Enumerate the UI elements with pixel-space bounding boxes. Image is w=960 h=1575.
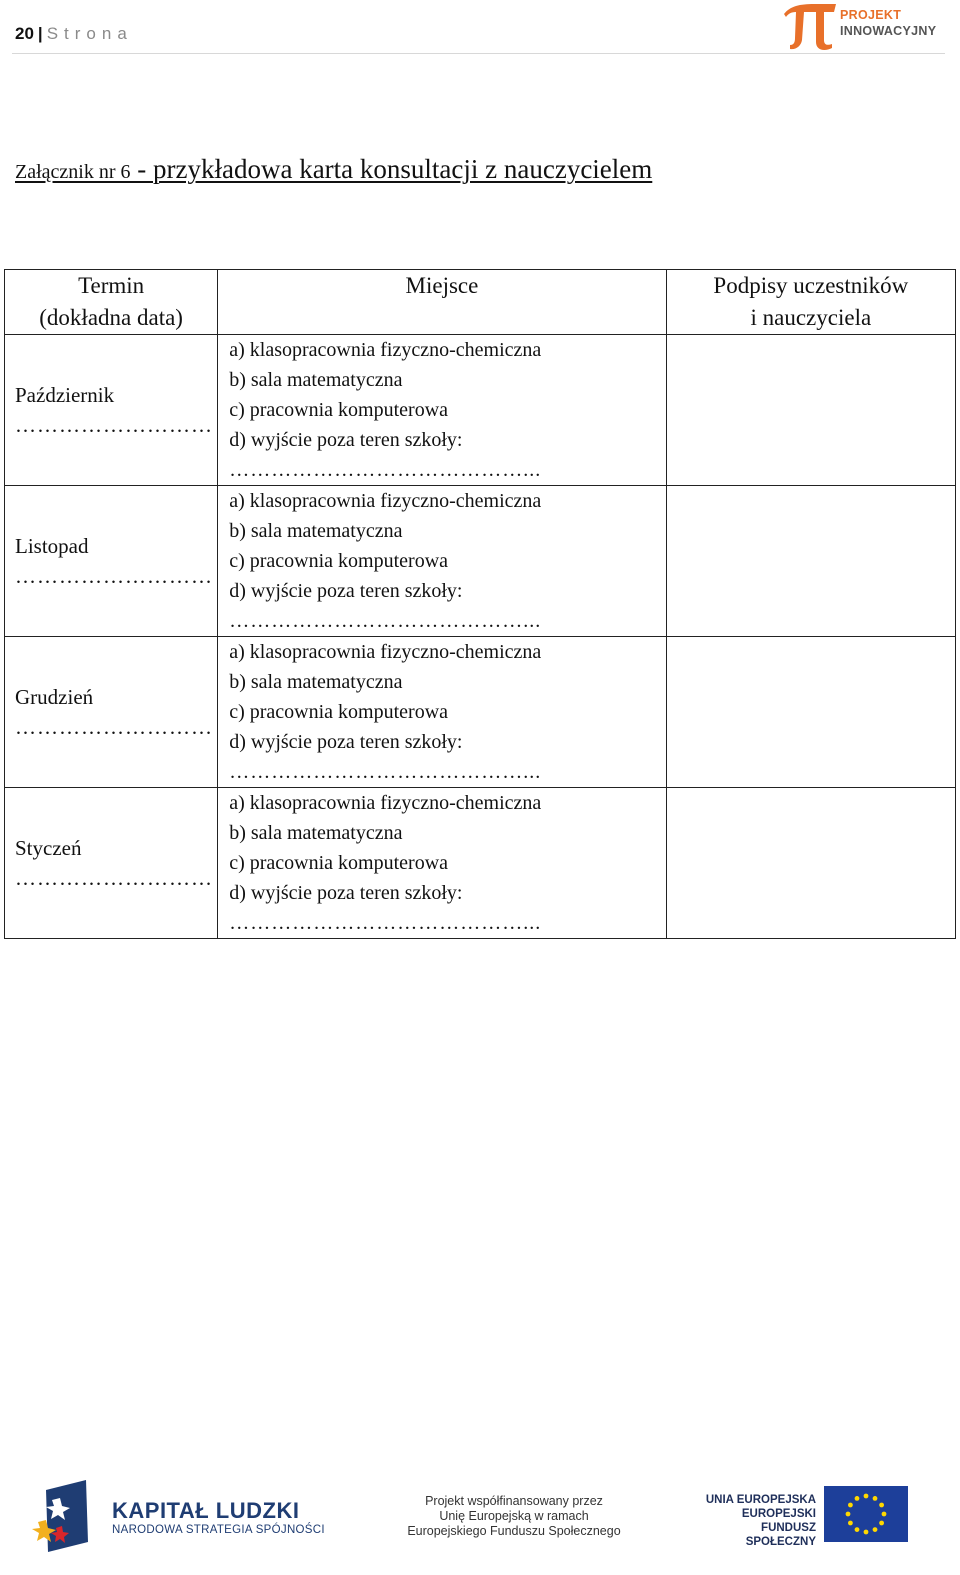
- place-option: c) pracownia komputerowa: [229, 701, 449, 723]
- term-cell: [5, 637, 218, 788]
- table-row: [5, 486, 956, 637]
- date-fill-line[interactable]: ………………………: [15, 715, 213, 739]
- signature-cell[interactable]: [666, 486, 955, 637]
- place-option: c) pracownia komputerowa: [229, 399, 449, 421]
- logo-line1: PROJEKT: [840, 8, 902, 22]
- place-fill-line[interactable]: ……………………………………...: [229, 761, 542, 783]
- place-option: d) wyjście poza teren szkoły:: [229, 429, 463, 451]
- place-option: d) wyjście poza teren szkoły:: [229, 882, 463, 904]
- signature-cell[interactable]: [666, 637, 955, 788]
- page-header: [15, 24, 133, 44]
- date-fill-line[interactable]: ………………………: [15, 413, 213, 437]
- eu-line2: EUROPEJSKI: [741, 1508, 816, 1520]
- place-option: a) klasopracownia fizyczno-chemiczna: [229, 792, 542, 814]
- kapital-ludzki-subtitle: NARODOWA STRATEGIA SPÓJNOŚCI: [112, 1524, 325, 1536]
- header-sign-line2: i nauczyciela: [750, 305, 872, 330]
- date-fill-line[interactable]: ………………………: [15, 866, 213, 890]
- term-cell: [5, 486, 218, 637]
- place-fill-line[interactable]: ……………………………………...: [229, 912, 542, 934]
- table-row: [5, 637, 956, 788]
- place-option: c) pracownia komputerowa: [229, 852, 449, 874]
- place-option: b) sala matematyczna: [229, 520, 403, 542]
- cofinancing-line2: Unię Europejską w ramach: [439, 1509, 589, 1523]
- place-option: d) wyjście poza teren szkoły:: [229, 731, 463, 753]
- term-month: Styczeń: [15, 836, 82, 860]
- title-dash: -: [130, 154, 153, 184]
- place-cell: [218, 486, 666, 637]
- place-option: b) sala matematyczna: [229, 369, 403, 391]
- cofinancing-line1: Projekt współfinansowany przez: [425, 1494, 603, 1508]
- eu-line1: UNIA EUROPEJSKA: [705, 1494, 816, 1506]
- eu-line3: FUNDUSZ SPOŁECZNY: [745, 1522, 816, 1548]
- place-cell: [218, 788, 666, 939]
- header-term: [5, 270, 218, 335]
- place-option: a) klasopracownia fizyczno-chemiczna: [229, 490, 542, 512]
- header-separator: |: [37, 24, 43, 43]
- place-option: b) sala matematyczna: [229, 671, 403, 693]
- header-term-line2: (dokładna data): [39, 305, 183, 330]
- page-number: 20: [15, 24, 34, 43]
- page-title: [15, 154, 652, 185]
- place-cell: [218, 637, 666, 788]
- signature-cell[interactable]: [666, 788, 955, 939]
- signature-cell[interactable]: [666, 335, 955, 486]
- cofinancing-note: [396, 1494, 632, 1539]
- pi-logo-icon: [780, 0, 840, 52]
- table-row: [5, 788, 956, 939]
- logo-line2: INNOWACYJNY: [840, 24, 937, 38]
- place-option: a) klasopracownia fizyczno-chemiczna: [229, 641, 542, 663]
- eu-label: [690, 1493, 816, 1549]
- table-header-row: [5, 270, 956, 335]
- term-month: Październik: [15, 383, 115, 407]
- place-option: a) klasopracownia fizyczno-chemiczna: [229, 339, 542, 361]
- date-fill-line[interactable]: ………………………: [15, 564, 213, 588]
- header-signatures: [666, 270, 955, 335]
- term-cell: [5, 335, 218, 486]
- place-cell: [218, 335, 666, 486]
- projekt-innowacyjny-logo: [840, 7, 936, 39]
- place-fill-line[interactable]: ……………………………………...: [229, 459, 542, 481]
- kapital-ludzki-title: KAPITAŁ LUDZKI: [112, 1498, 300, 1523]
- header-term-line1: Termin: [78, 273, 145, 298]
- title-main: przykładowa karta konsultacji z nauczycielem: [153, 154, 653, 184]
- term-month: Listopad: [15, 534, 89, 558]
- header-sign-line1: Podpisy uczestników: [713, 273, 909, 298]
- term-cell: [5, 788, 218, 939]
- cofinancing-line3: Europejskiego Funduszu Społecznego: [407, 1524, 621, 1538]
- place-option: d) wyjście poza teren szkoły:: [229, 580, 463, 602]
- eu-flag-icon: [824, 1486, 908, 1542]
- header-rule: [12, 53, 945, 54]
- term-month: Grudzień: [15, 685, 94, 709]
- page-word: Strona: [46, 24, 133, 43]
- table-row: [5, 335, 956, 486]
- place-option: c) pracownia komputerowa: [229, 550, 449, 572]
- place-option: b) sala matematyczna: [229, 822, 403, 844]
- footer: [0, 1460, 960, 1570]
- place-fill-line[interactable]: ……………………………………...: [229, 610, 542, 632]
- header-place: Miejsce: [218, 270, 666, 335]
- kapital-ludzki-flag-icon: [32, 1470, 96, 1560]
- title-prefix: Załącznik nr 6: [15, 161, 131, 183]
- consultation-table: [4, 269, 956, 939]
